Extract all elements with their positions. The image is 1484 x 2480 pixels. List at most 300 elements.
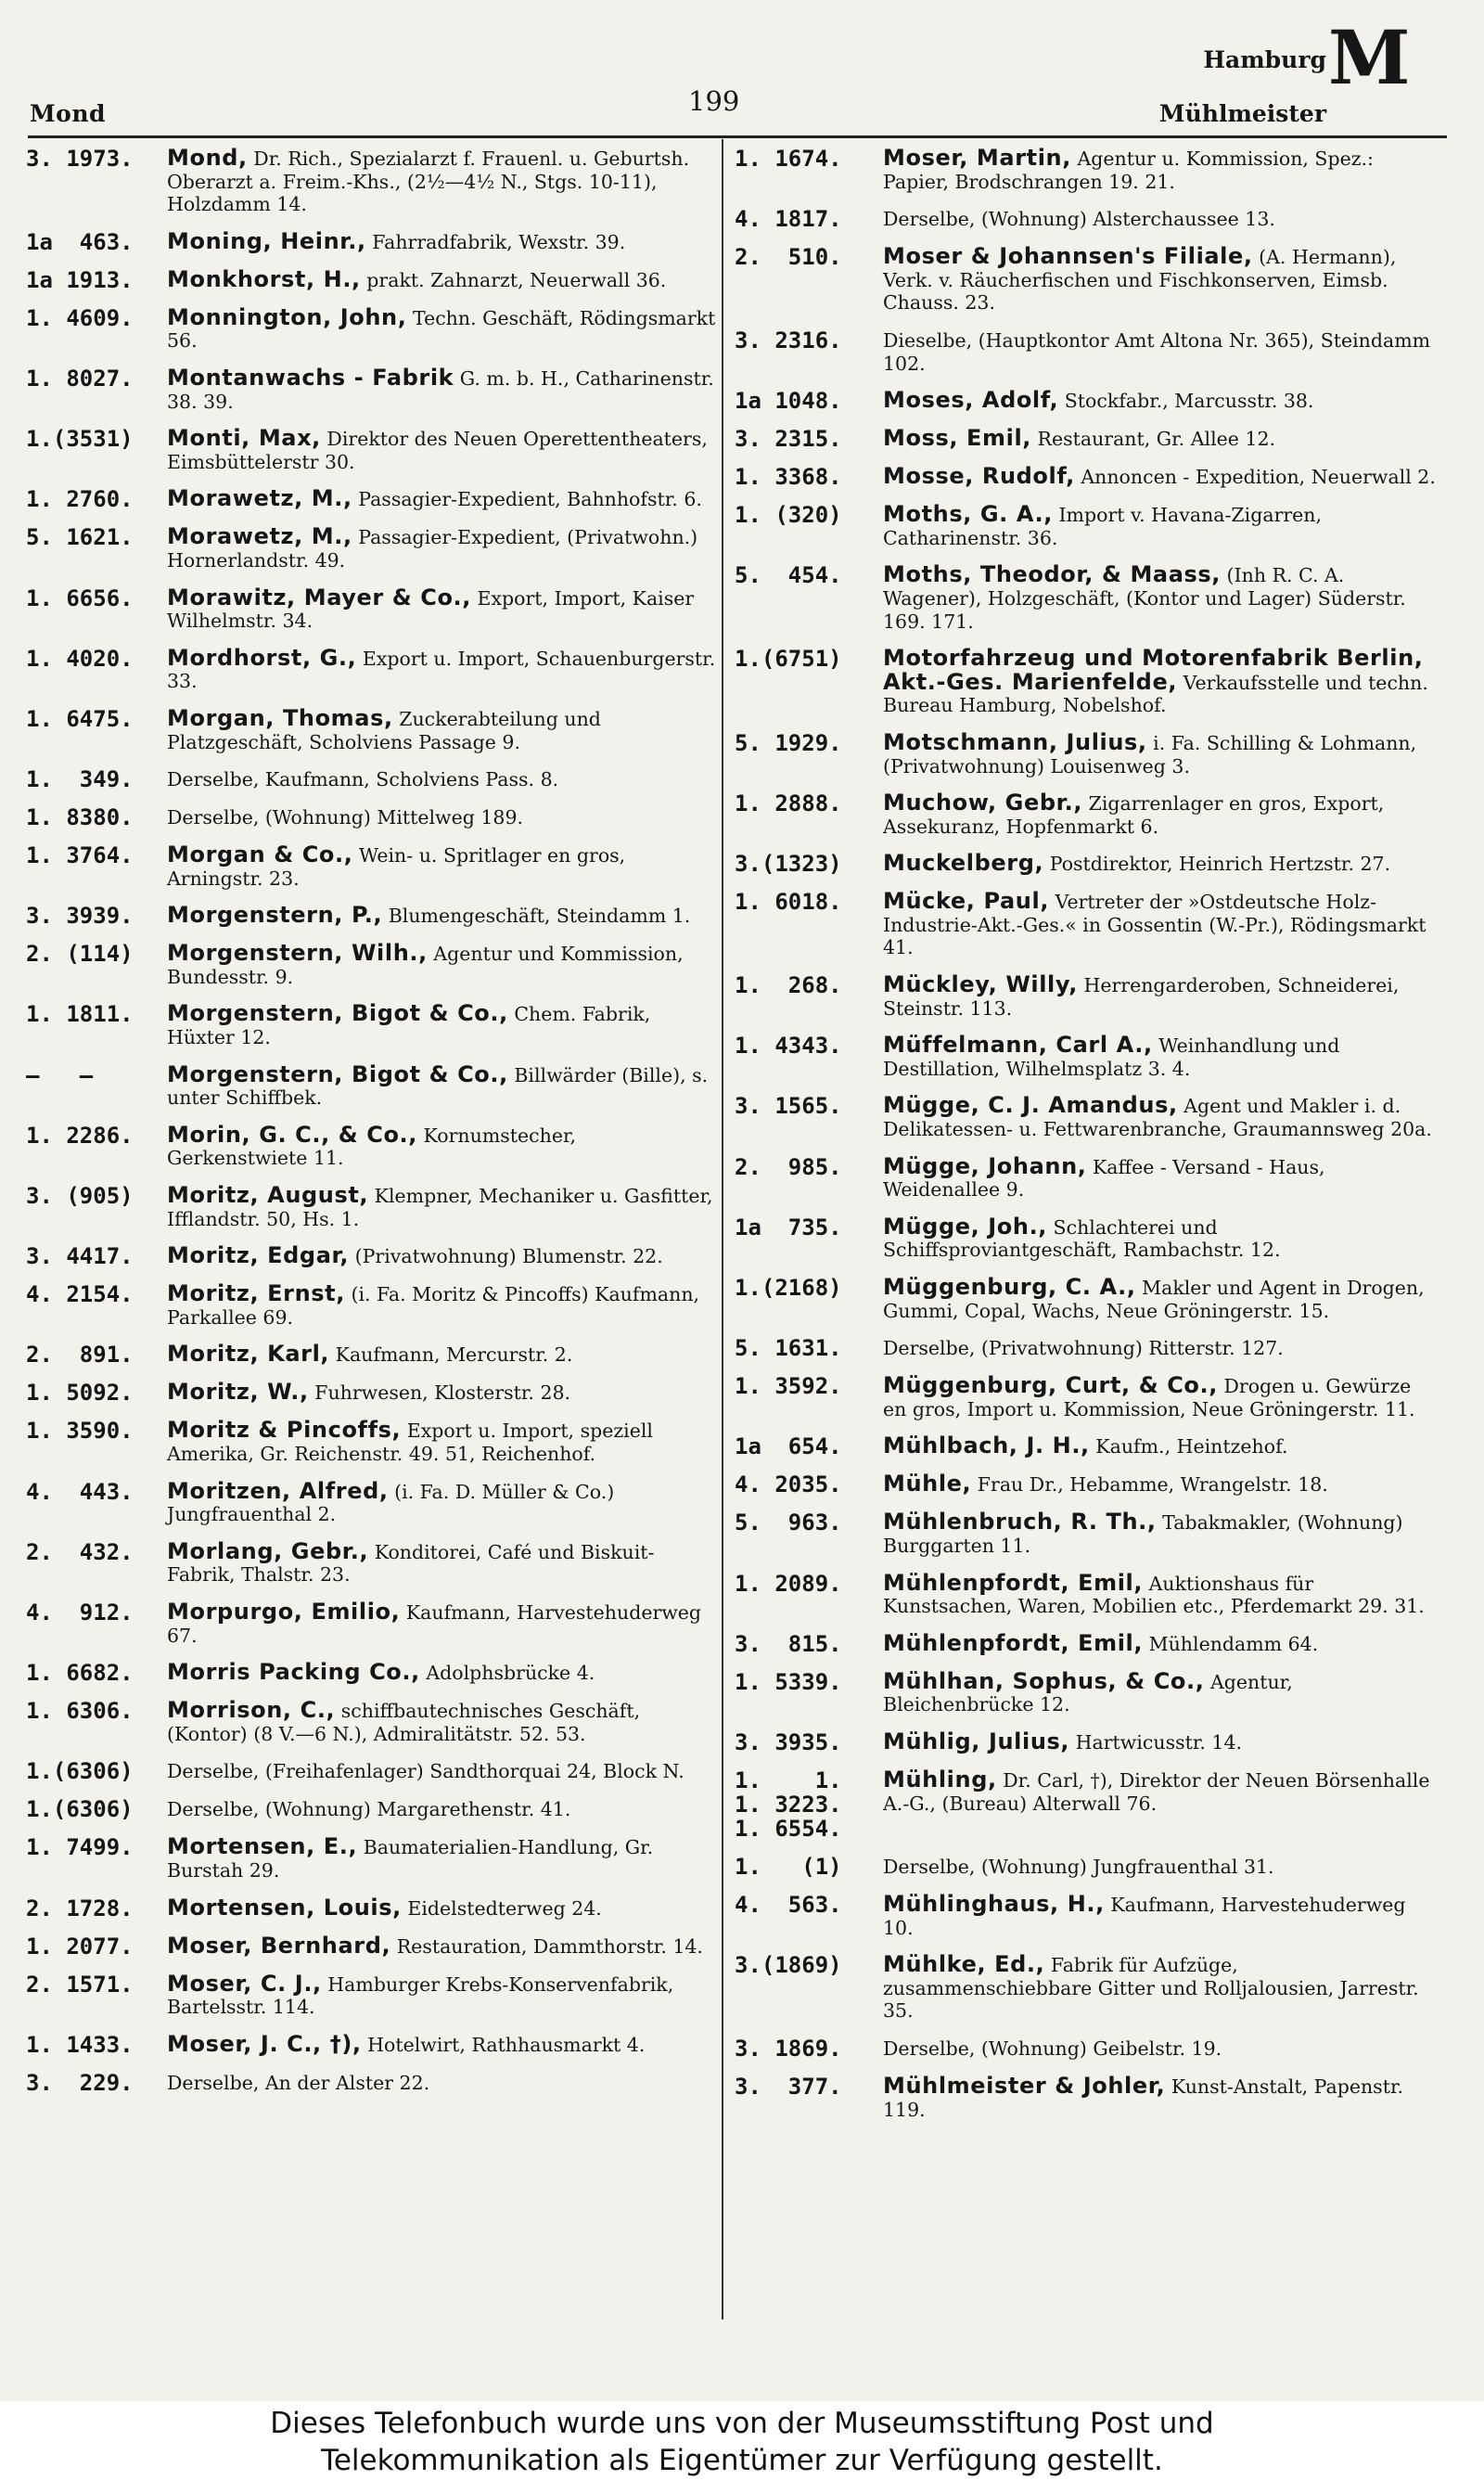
entry-body bbox=[883, 1768, 1439, 1815]
entry-details: (i. Fa. Moritz & Pincoffs) Kaufmann, Parkallee 69. bbox=[167, 1283, 700, 1329]
directory-entry bbox=[26, 586, 722, 633]
entry-details: (A. Hermann), Verk. v. Räucherfischen und Fischkonserven, Eimsb. Chauss. 23. bbox=[883, 246, 1397, 315]
phone-code: 1. 2888. bbox=[735, 790, 842, 817]
entry-details: Kaffee - Versand - Haus, Weidenallee 9. bbox=[883, 1155, 1325, 1201]
phone-code: 2. 985. bbox=[735, 1153, 842, 1180]
phone-code: 3.(1323) bbox=[735, 851, 842, 878]
entry-details: Agentur, Bleichenbrücke 12. bbox=[883, 1670, 1293, 1716]
entry-details: Import v. Havana-Zigarren, Catharinenstr. 36. bbox=[883, 504, 1323, 549]
entry-name: Morgan & Co., bbox=[167, 842, 353, 868]
entry-name: Moser, C. J., bbox=[167, 1970, 322, 1997]
entry-details: Fahrradfabrik, Wexstr. 39. bbox=[365, 230, 626, 253]
directory-entry bbox=[735, 728, 1439, 777]
entry-body bbox=[883, 1730, 1439, 1754]
entry-body bbox=[167, 1184, 722, 1230]
entry-details: Konditorei, Café und Biskuit-Fabrik, Thalstr. 23. bbox=[167, 1540, 655, 1587]
entry-body bbox=[167, 843, 722, 890]
entry-name: Moritz, Edgar, bbox=[167, 1242, 350, 1269]
entry-body bbox=[883, 207, 1439, 231]
entry-details: Annoncen - Expedition, Neuerwall 2. bbox=[1074, 466, 1436, 489]
entry-name: Montanwachs - Fabrik bbox=[167, 364, 454, 391]
entry-body bbox=[167, 1121, 722, 1170]
entry-body bbox=[883, 563, 1439, 633]
right-running-head bbox=[1104, 33, 1326, 141]
entry-body bbox=[883, 389, 1439, 413]
phone-code: 1. 4343. bbox=[735, 1033, 842, 1060]
entry-details: Eidelstedterweg 24. bbox=[401, 1896, 602, 1920]
directory-entry bbox=[26, 904, 722, 928]
entry-details: Makler und Agent in Drogen, Gummi, Copal, Wachs, Neue Gröningerstr. 15. bbox=[883, 1277, 1425, 1322]
phone-code: 1. 7499. bbox=[26, 1834, 134, 1861]
section-letter: M bbox=[1328, 14, 1411, 101]
entry-body bbox=[883, 852, 1439, 876]
footer-line-1: Dieses Telefonbuch wurde uns von der Museumsstiftung Post und bbox=[270, 2407, 1214, 2440]
phone-code: 4. 2154. bbox=[26, 1281, 134, 1308]
entry-name: Moser, Bernhard, bbox=[167, 1932, 391, 1959]
directory-entry bbox=[26, 704, 722, 753]
phone-code: 4. 443. bbox=[26, 1478, 134, 1505]
phone-code: 1. 8027. bbox=[26, 365, 134, 392]
page-number: 199 bbox=[688, 85, 740, 117]
phone-code: 3. 1565. bbox=[735, 1093, 842, 1120]
entry-body bbox=[883, 147, 1439, 193]
entry-details: G. m. b. H., Catharinenstr. 38. 39. bbox=[167, 366, 714, 413]
entry-name: Moser, J. C., †), bbox=[167, 2030, 362, 2057]
phone-code: 1.(6306) bbox=[26, 1758, 134, 1785]
phone-code: 1. 5339. bbox=[735, 1668, 842, 1695]
entry-name: Motschmann, Julius, bbox=[883, 728, 1147, 755]
entry-details: Hamburger Krebs-Konservenfabrik, Bartelsstr. 114. bbox=[167, 1972, 674, 2019]
directory-entry bbox=[735, 1034, 1439, 1080]
entry-body bbox=[167, 1835, 722, 1882]
directory-entry bbox=[26, 1381, 722, 1405]
entry-name: Mühlhan, Sophus, & Co., bbox=[883, 1667, 1205, 1694]
entry-body bbox=[883, 791, 1439, 838]
directory-entry bbox=[26, 1835, 722, 1882]
entry-body bbox=[883, 465, 1439, 489]
entry-details: Kunst-Anstalt, Papenstr. 119. bbox=[883, 2075, 1404, 2121]
phone-code: 1. 6656. bbox=[26, 585, 134, 611]
entry-name: Mügge, Joh., bbox=[883, 1213, 1048, 1240]
directory-entry bbox=[735, 1510, 1439, 1557]
entry-name: Mühle, bbox=[883, 1471, 972, 1497]
left-column bbox=[26, 147, 722, 2109]
entry-details: Vertreter der »Ostdeutsche Holz-Industrie-Akt.-Ges.« in Gossentin (W.-Pr.), Rödingsmarkt 41. bbox=[883, 891, 1426, 959]
phone-code: 2. 1571. bbox=[26, 1971, 134, 1998]
phone-code: 1. (320) bbox=[735, 502, 842, 529]
directory-entry bbox=[735, 245, 1439, 315]
phone-code: 1. 2760. bbox=[26, 486, 134, 513]
directory-entry bbox=[735, 1855, 1439, 1879]
directory-entry bbox=[26, 227, 722, 255]
entry-name: Morgenstern, P., bbox=[167, 902, 383, 929]
directory-entry bbox=[735, 207, 1439, 231]
phone-code: 1. 8380. bbox=[26, 804, 134, 831]
entry-body bbox=[167, 1661, 722, 1685]
entry-name: Moritz, Karl, bbox=[167, 1341, 330, 1368]
entry-name: Mordhorst, G., bbox=[167, 644, 357, 671]
entry-details: Frau Dr., Hebamme, Wrangelstr. 18. bbox=[971, 1473, 1328, 1497]
phone-code: 5. 1929. bbox=[735, 729, 842, 756]
entry-name: Mückley, Willy, bbox=[883, 971, 1078, 998]
directory-entry bbox=[26, 1184, 722, 1230]
entry-name: Morgan, Thomas, bbox=[167, 704, 393, 731]
phone-code: 1. 6306. bbox=[26, 1698, 134, 1725]
entry-details: Kaufmann, Harvestehuderweg 67. bbox=[167, 1600, 702, 1647]
entry-name: Morin, G. C., & Co., bbox=[167, 1121, 417, 1148]
entry-details: Restauration, Dammthorstr. 14. bbox=[390, 1934, 703, 1958]
entry-name: Mond, bbox=[167, 145, 248, 171]
directory-entry bbox=[26, 1797, 722, 1821]
entry-details: Postdirektor, Heinrich Hertzstr. 27. bbox=[1043, 853, 1391, 876]
entry-details: Derselbe, An der Alster 22. bbox=[167, 2071, 430, 2094]
entry-details: Passagier-Expedient, (Privatwohn.) Hornerlandstr. 49. bbox=[167, 526, 698, 572]
entry-details: Kaufm., Heintzehof. bbox=[1089, 1435, 1288, 1458]
entry-body bbox=[883, 2072, 1439, 2121]
directory-entry bbox=[735, 1472, 1439, 1497]
entry-body bbox=[167, 1896, 722, 1921]
entry-details: Derselbe, (Freihafenlager) Sandthorquai 24, Block N. bbox=[167, 1760, 684, 1783]
entry-body bbox=[167, 1381, 722, 1405]
entry-name: Moths, Theodor, & Maass, bbox=[883, 561, 1222, 588]
phone-code: 1. 6475. bbox=[26, 705, 134, 732]
entry-name: Mühlke, Ed., bbox=[883, 1951, 1045, 1978]
directory-entry bbox=[735, 328, 1439, 375]
entry-name: Morlang, Gebr., bbox=[167, 1537, 369, 1564]
directory-entry bbox=[26, 366, 722, 413]
entry-name: Mortensen, E., bbox=[167, 1833, 358, 1860]
directory-entry bbox=[26, 147, 722, 216]
phone-code: 1. 5092. bbox=[26, 1380, 134, 1407]
directory-entry bbox=[26, 1060, 722, 1110]
directory-entry bbox=[26, 1419, 722, 1465]
directory-entry bbox=[26, 1699, 722, 1745]
phone-code: 1. 2089. bbox=[735, 1570, 842, 1597]
directory-entry bbox=[735, 1276, 1439, 1322]
phone-code: 1a 1913. bbox=[26, 266, 134, 293]
entry-details: Zuckerabteilung und Platzgeschäft, Scholviens Passage 9. bbox=[167, 707, 601, 753]
entry-body bbox=[883, 1953, 1439, 2023]
directory-entry bbox=[26, 1661, 722, 1685]
phone-code: 5. 1621. bbox=[26, 524, 134, 551]
directory-entry bbox=[26, 1896, 722, 1921]
entry-name: Moths, G. A., bbox=[883, 501, 1053, 528]
entry-body bbox=[167, 1934, 722, 1959]
entry-body bbox=[883, 647, 1439, 717]
right-column bbox=[735, 147, 1439, 2135]
entry-name: Mügge, C. J. Amandus, bbox=[883, 1092, 1178, 1119]
entry-details: Weinhandlung und Destillation, Wilhelmsplatz 3. 4. bbox=[883, 1034, 1340, 1080]
directory-entry bbox=[26, 1600, 722, 1647]
entry-name: Monkhorst, H., bbox=[167, 265, 361, 292]
entry-details: Kornumstecher, Gerkenstwiete 11. bbox=[167, 1124, 577, 1170]
directory-entry bbox=[735, 647, 1439, 717]
phone-code: 1. 4020. bbox=[26, 645, 134, 672]
phone-code: 1. 3592. bbox=[735, 1373, 842, 1400]
entry-details: Direktor des Neuen Operettentheaters, Eimsbüttelerstr 30. bbox=[167, 428, 708, 473]
entry-details: Stockfabr., Marcusstr. 38. bbox=[1058, 390, 1314, 413]
entry-name: Moritz, Ernst, bbox=[167, 1280, 345, 1307]
directory-entry bbox=[735, 973, 1439, 1020]
entry-details: Blumengeschäft, Steindamm 1. bbox=[382, 905, 691, 928]
entry-body bbox=[883, 2037, 1439, 2061]
phone-code: 3. 377. bbox=[735, 2073, 842, 2100]
entry-body bbox=[883, 1276, 1439, 1322]
phone-code: 1. 1433. bbox=[26, 2031, 134, 2058]
entry-body bbox=[167, 366, 722, 413]
entry-name: Müggenburg, Curt, & Co., bbox=[883, 1372, 1218, 1399]
entry-details: Derselbe, Kaufmann, Scholviens Pass. 8. bbox=[167, 768, 559, 791]
entry-details: Derselbe, (Wohnung) Mittelweg 189. bbox=[167, 806, 524, 829]
phone-code: 1. 2286. bbox=[26, 1122, 134, 1149]
entry-name: Moser, Martin, bbox=[883, 145, 1071, 171]
entry-body bbox=[167, 265, 722, 292]
entry-name: Motorfahrzeug und Motorenfabrik Berlin, Akt.-Ges. Marienfelde, bbox=[883, 645, 1424, 695]
column-divider bbox=[722, 139, 723, 2319]
phone-code: 3. 2316. bbox=[735, 327, 842, 353]
phone-code: 1. 349. bbox=[26, 766, 134, 793]
entry-body bbox=[883, 1215, 1439, 1262]
phone-code: 3. 229. bbox=[26, 2069, 134, 2096]
entry-body bbox=[167, 1477, 722, 1526]
directory-entry bbox=[735, 1374, 1439, 1420]
directory-entry bbox=[735, 890, 1439, 959]
phone-code: 2. 432. bbox=[26, 1538, 134, 1565]
entry-body bbox=[167, 2071, 722, 2095]
entry-name: Mühlmeister & Johler, bbox=[883, 2072, 1166, 2099]
entry-details: Passagier-Expedient, Bahnhofstr. 6. bbox=[352, 488, 702, 511]
entry-name: Mosse, Rudolf, bbox=[883, 463, 1075, 490]
entry-body bbox=[883, 973, 1439, 1020]
entry-details: prakt. Zahnarzt, Neuerwall 36. bbox=[360, 268, 667, 291]
entry-body bbox=[167, 147, 722, 216]
phone-code: 3. 1869. bbox=[735, 2035, 842, 2062]
directory-entry bbox=[26, 427, 722, 473]
entry-name: Morawetz, M., bbox=[167, 485, 352, 512]
entry-details: (Inh R. C. A. Wagener), Holzgeschäft, (Kontor und Lager) Süderstr. 169. 171. bbox=[883, 564, 1406, 633]
entry-body bbox=[883, 1569, 1439, 1618]
directory-entry bbox=[735, 1094, 1439, 1140]
directory-entry bbox=[26, 2030, 722, 2058]
entry-name: Morris Packing Co., bbox=[167, 1659, 420, 1686]
entry-name: Müffelmann, Carl A., bbox=[883, 1032, 1153, 1059]
entry-name: Mühlenbruch, R. Th., bbox=[883, 1509, 1157, 1536]
phone-code: 3. 3935. bbox=[735, 1728, 842, 1755]
entry-name: Mügge, Johann, bbox=[883, 1152, 1087, 1179]
header-rule bbox=[28, 135, 1447, 138]
entry-body bbox=[883, 1629, 1439, 1656]
directory-entry bbox=[735, 465, 1439, 489]
entry-name: Moritz & Pincoffs, bbox=[167, 1417, 402, 1444]
entry-details: Fuhrwesen, Klosterstr. 28. bbox=[308, 1381, 571, 1405]
directory-entry bbox=[735, 563, 1439, 633]
archive-credit-footer bbox=[0, 2401, 1484, 2480]
left-running-head: Mond bbox=[30, 100, 107, 127]
directory-entry bbox=[735, 1215, 1439, 1262]
entry-name: Moser & Johannsen's Filiale, bbox=[883, 243, 1253, 270]
entry-body bbox=[883, 427, 1439, 451]
entry-body bbox=[167, 1244, 722, 1268]
entry-body bbox=[167, 942, 722, 988]
entry-name: Morawetz, M., bbox=[167, 523, 352, 550]
entry-details: Agent und Makler i. d. Delikatessen- u. Fettwarenbranche, Graumannsweg 20a. bbox=[883, 1095, 1432, 1141]
directory-entry bbox=[735, 1152, 1439, 1201]
entry-name: Mühling, bbox=[883, 1766, 997, 1793]
entry-name: Moritz, W., bbox=[167, 1379, 309, 1406]
entry-details: Verkaufsstelle und techn. Bureau Hamburg, Nobelshof. bbox=[883, 671, 1428, 717]
entry-name: Morgenstern, Wilh., bbox=[167, 940, 428, 967]
phone-code: 1. (1) bbox=[735, 1853, 842, 1880]
entry-details: Tabakmakler, (Wohnung) Burggarten 11. bbox=[883, 1511, 1403, 1557]
entry-body bbox=[167, 1282, 722, 1329]
directory-entry bbox=[26, 1537, 722, 1587]
directory-entry bbox=[735, 1730, 1439, 1754]
entry-body bbox=[167, 904, 722, 928]
entry-name: Mühlenpfordt, Emil, bbox=[883, 1569, 1144, 1596]
entry-details: Drogen u. Gewürze en gros, Import u. Kommission, Neue Gröningerstr. 11. bbox=[883, 1375, 1415, 1420]
directory-entry bbox=[735, 1667, 1439, 1716]
directory-entry bbox=[735, 503, 1439, 549]
entry-name: Mühlbach, J. H., bbox=[883, 1433, 1090, 1459]
phone-code: 1. 1674. bbox=[735, 146, 842, 172]
directory-entry bbox=[26, 1477, 722, 1526]
entry-details: Kaufmann, Mercurstr. 2. bbox=[329, 1343, 573, 1367]
entry-details: (i. Fa. D. Müller & Co.) Jungfrauenthal 2. bbox=[167, 1480, 615, 1526]
phone-code: 1. 3764. bbox=[26, 842, 134, 869]
entry-body bbox=[167, 704, 722, 753]
entry-details: Hotelwirt, Rathhausmarkt 4. bbox=[361, 2033, 646, 2056]
directory-entry bbox=[735, 2072, 1439, 2121]
entry-details: Dr. Carl, †), Direktor der Neuen Börsenhalle A.-G., (Bureau) Alterwall 76. bbox=[883, 1768, 1430, 1815]
entry-details: Mühlendamm 64. bbox=[1143, 1632, 1319, 1655]
entry-name: Morpurgo, Emilio, bbox=[167, 1598, 401, 1625]
entry-details: Chem. Fabrik, Hüxter 12. bbox=[167, 1003, 651, 1049]
entry-name: Mühlenpfordt, Emil, bbox=[883, 1629, 1144, 1656]
entry-name: Morgenstern, Bigot & Co., bbox=[167, 1060, 508, 1087]
phone-code: 1. 1. 1. 3223. 1. 6554. bbox=[735, 1767, 842, 1842]
entry-body bbox=[883, 1034, 1439, 1080]
right-keyword: Mühlmeister bbox=[1158, 100, 1326, 127]
directory-entry bbox=[26, 265, 722, 293]
entry-details: Agentur und Kommission, Bundesstr. 9. bbox=[167, 943, 684, 988]
phone-code: 1a 735. bbox=[735, 1214, 842, 1240]
entry-details: i. Fa. Schilling & Lohmann, (Privatwohnung) Louisenweg 3. bbox=[883, 731, 1417, 777]
entry-details: Dieselbe, (Hauptkontor Amt Altona Nr. 365), Steindamm 102. bbox=[883, 328, 1431, 375]
directory-entry bbox=[26, 805, 722, 829]
phone-code: 1. 6018. bbox=[735, 889, 842, 916]
phone-code: 1. 3590. bbox=[26, 1418, 134, 1445]
entry-body bbox=[883, 1152, 1439, 1201]
phone-code: 2. 1728. bbox=[26, 1895, 134, 1921]
entry-body bbox=[167, 1419, 722, 1465]
entry-details: Baumaterialien-Handlung, Gr. Burstah 29. bbox=[167, 1836, 654, 1882]
entry-body bbox=[167, 227, 722, 254]
directory-entry bbox=[735, 1569, 1439, 1618]
entry-body bbox=[167, 303, 722, 353]
directory-entry bbox=[26, 1282, 722, 1329]
entry-body bbox=[883, 1855, 1439, 1879]
entry-body bbox=[883, 890, 1439, 959]
phone-code: 2. 891. bbox=[26, 1342, 134, 1368]
entry-name: Moning, Heinr., bbox=[167, 227, 366, 254]
entry-name: Morgenstern, Bigot & Co., bbox=[167, 1000, 508, 1027]
directory-entry bbox=[26, 843, 722, 890]
phone-code: 1a 463. bbox=[26, 228, 134, 255]
phone-code: 3.(1869) bbox=[735, 1952, 842, 1979]
directory-entry bbox=[735, 1434, 1439, 1458]
entry-body bbox=[883, 1510, 1439, 1557]
entry-name: Monnington, John, bbox=[167, 303, 407, 330]
phone-code: 3. 1973. bbox=[26, 146, 134, 172]
entry-details: Derselbe, (Wohnung) Jungfrauenthal 31. bbox=[883, 1855, 1274, 1878]
phone-code: 3. 4417. bbox=[26, 1243, 134, 1270]
directory-entry bbox=[26, 1343, 722, 1367]
entry-name: Moritzen, Alfred, bbox=[167, 1477, 389, 1504]
directory-entry bbox=[735, 1336, 1439, 1360]
directory-entry bbox=[26, 942, 722, 988]
entry-body bbox=[883, 1434, 1439, 1458]
entry-details: Adolphsbrücke 4. bbox=[419, 1662, 595, 1685]
entry-body bbox=[883, 1472, 1439, 1497]
entry-details: Export u. Import, speziell Amerika, Gr. Reichenstr. 49. 51, Reichenhof. bbox=[167, 1420, 653, 1465]
entry-body bbox=[167, 805, 722, 829]
directory-entry bbox=[26, 2071, 722, 2095]
directory-entry bbox=[735, 1953, 1439, 2023]
entry-body bbox=[883, 328, 1439, 375]
entry-body bbox=[167, 1797, 722, 1821]
entry-name: Muchow, Gebr., bbox=[883, 790, 1083, 816]
entry-body bbox=[883, 503, 1439, 549]
entry-details: Schlachterei und Schiffsproviantgeschäft, Rambachstr. 12. bbox=[883, 1215, 1281, 1262]
entry-name: Moses, Adolf, bbox=[883, 387, 1059, 414]
entry-body bbox=[167, 1060, 722, 1110]
phone-code: 3. 815. bbox=[735, 1630, 842, 1657]
entry-name: Muckelberg, bbox=[883, 850, 1044, 877]
phone-code: 1. 268. bbox=[735, 972, 842, 999]
entry-details: (Privatwohnung) Blumenstr. 22. bbox=[349, 1245, 663, 1268]
phone-code: 2. 510. bbox=[735, 244, 842, 271]
directory-entry bbox=[26, 1002, 722, 1048]
entry-body bbox=[167, 427, 722, 473]
directory-entry bbox=[26, 487, 722, 511]
phone-code: 5. 454. bbox=[735, 562, 842, 589]
entry-body bbox=[167, 2030, 722, 2057]
entry-body bbox=[167, 1343, 722, 1367]
entry-details: Wein- u. Spritlager en gros, Arningstr. 23. bbox=[167, 844, 626, 890]
entry-name: Müggenburg, C. A., bbox=[883, 1274, 1136, 1300]
entry-name: Mücke, Paul, bbox=[883, 888, 1050, 915]
directory-entry bbox=[735, 389, 1439, 413]
phone-code: 1a 1048. bbox=[735, 388, 842, 415]
phone-code: 3. 3939. bbox=[26, 903, 134, 930]
entry-body bbox=[883, 1890, 1439, 1939]
directory-entry bbox=[26, 644, 722, 693]
phone-code: 3. (905) bbox=[26, 1183, 134, 1210]
phone-code: 2. (114) bbox=[26, 941, 134, 968]
directory-entry bbox=[26, 1121, 722, 1170]
phone-code: 4. 2035. bbox=[735, 1471, 842, 1498]
phone-code: 1.(6751) bbox=[735, 646, 842, 673]
city-label: Hamburg bbox=[1203, 46, 1326, 73]
entry-details: Derselbe, (Wohnung) Geibelstr. 19. bbox=[883, 2037, 1222, 2060]
directory-entry bbox=[735, 852, 1439, 876]
entry-details: Dr. Rich., Spezialarzt f. Frauenl. u. Geburtsh. Oberarzt a. Freim.-Khs., (2½—4½ N., Stgs. 10-11), Holzdamm 14. bbox=[167, 148, 690, 216]
phone-code: 1.(6306) bbox=[26, 1796, 134, 1823]
phone-code: 1. 3368. bbox=[735, 464, 842, 491]
entry-details: Zigarrenlager en gros, Export, Assekuranz, Hopfenmarkt 6. bbox=[883, 792, 1385, 838]
directory-entry bbox=[26, 1759, 722, 1783]
phone-code: 5. 1631. bbox=[735, 1335, 842, 1362]
